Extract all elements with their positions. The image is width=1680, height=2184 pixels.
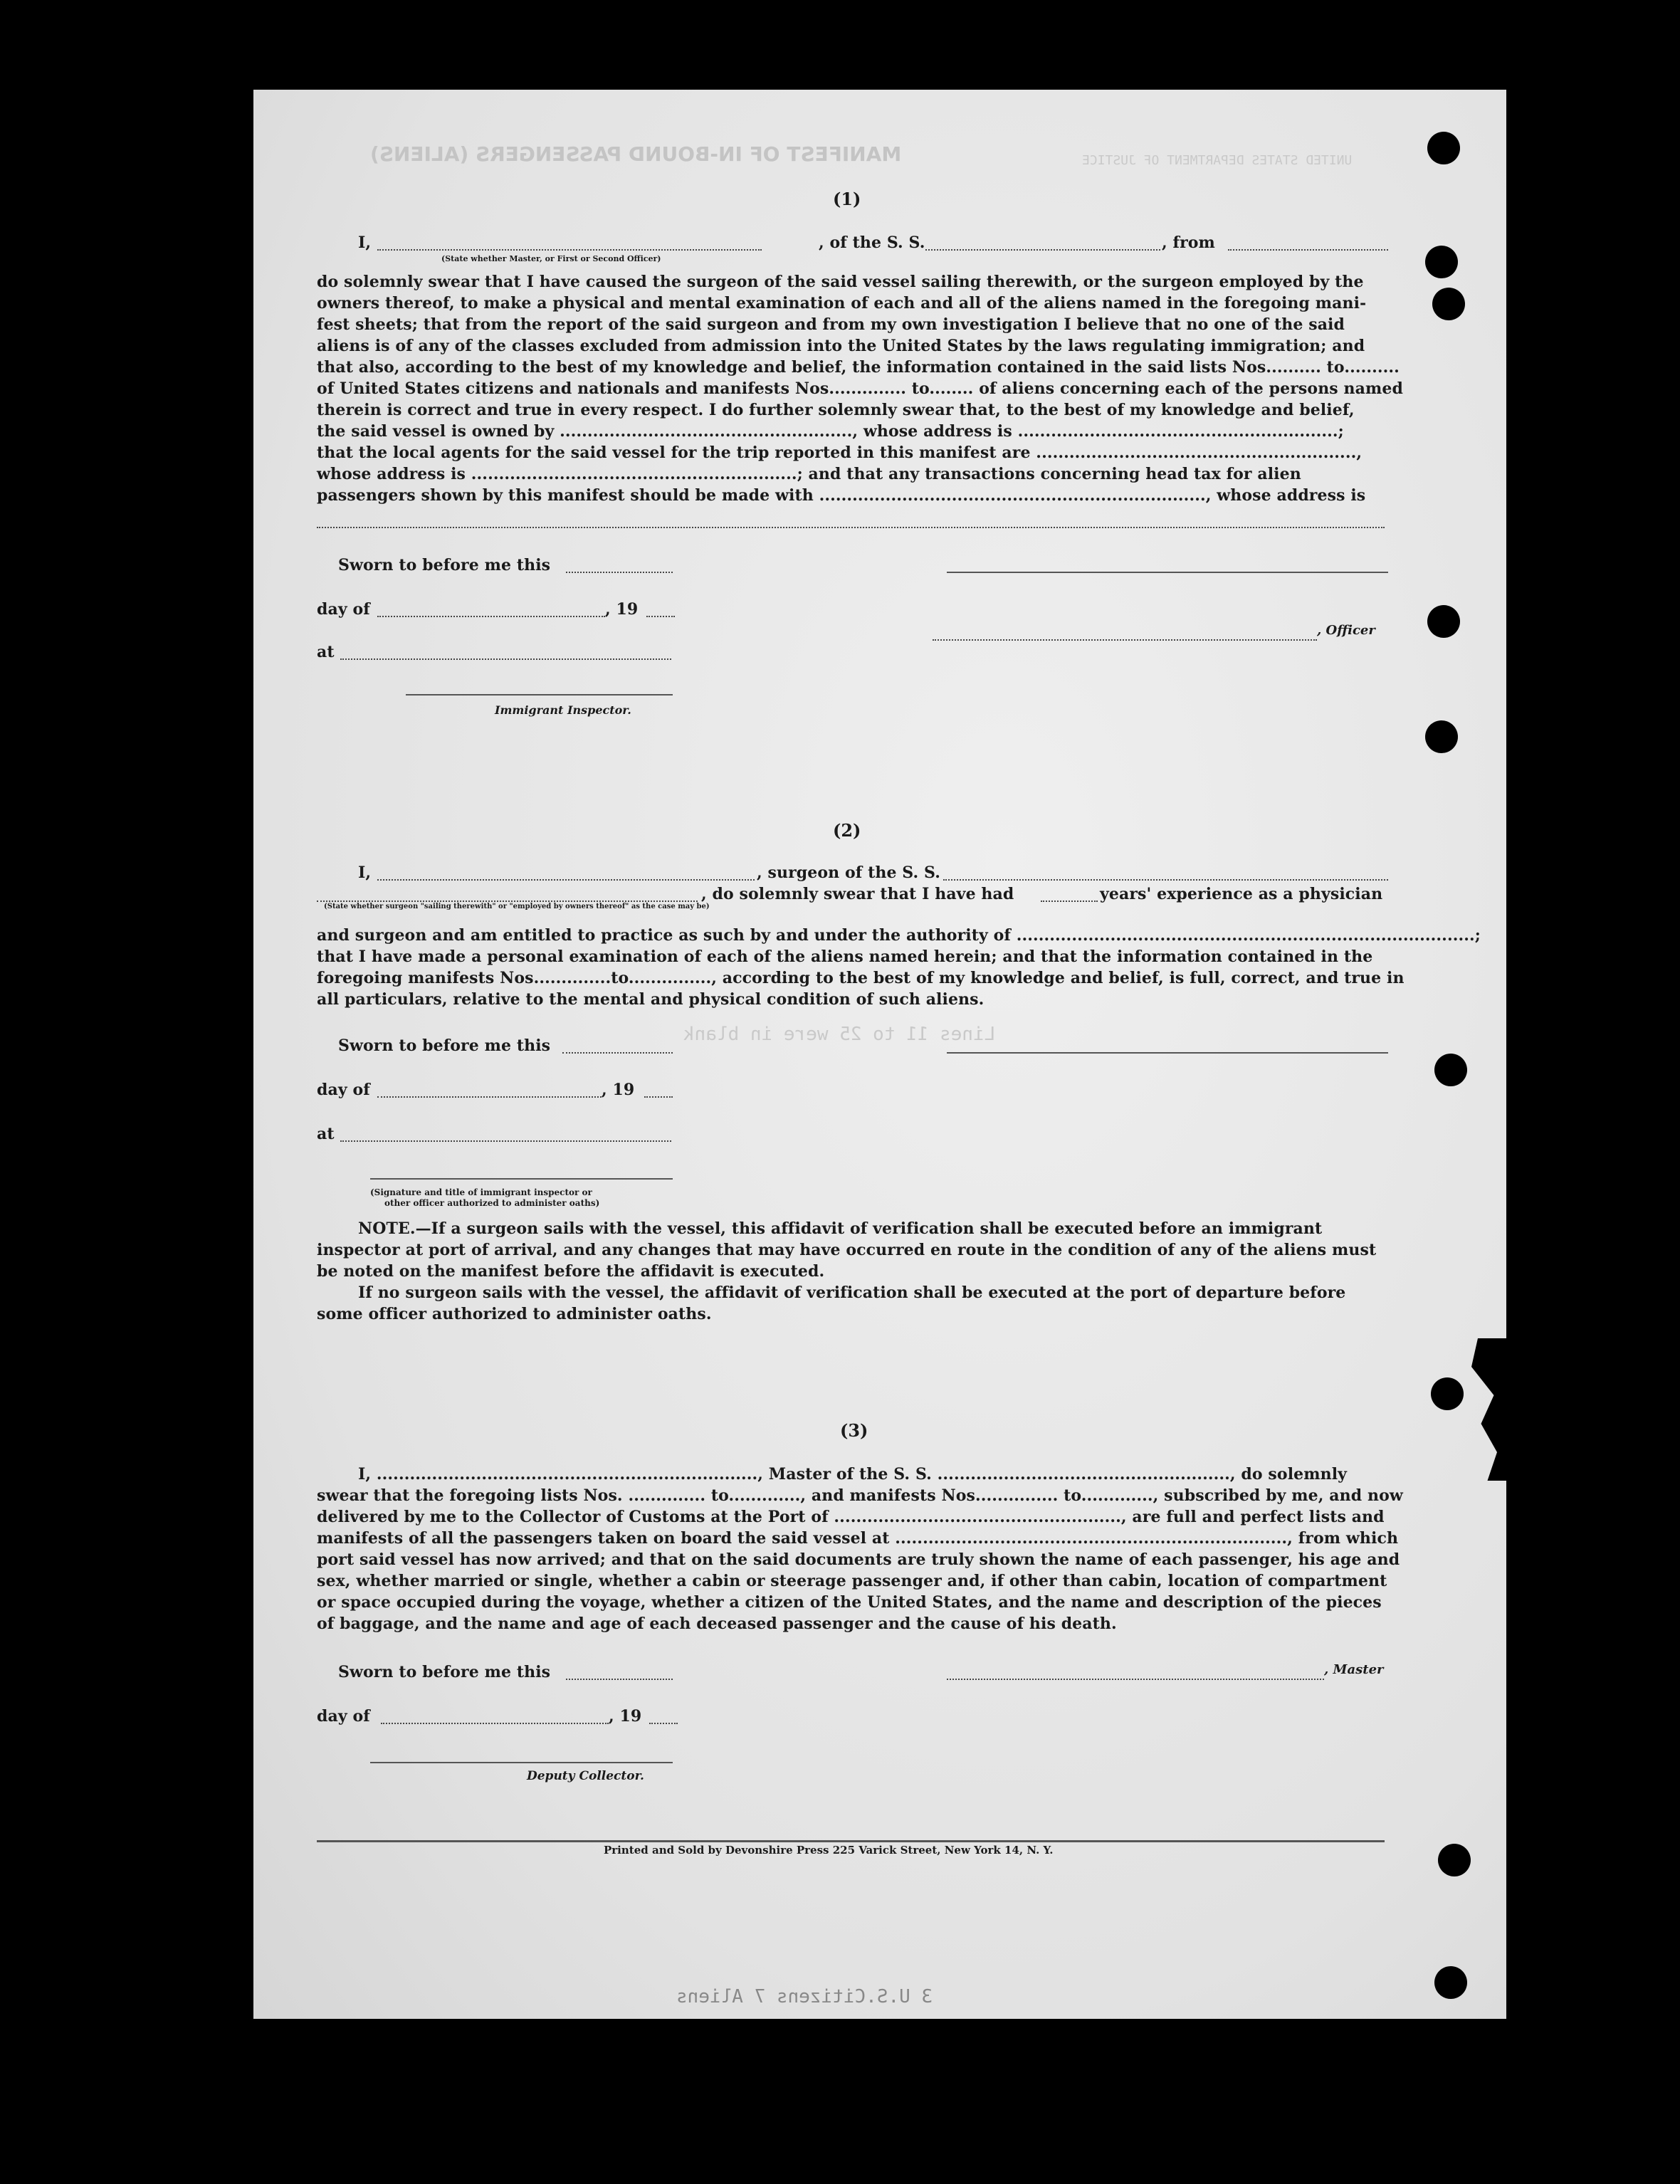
from-port-blank (1228, 249, 1388, 251)
signature-caption-1: (Signature and title of immigrant inspector or (370, 1187, 592, 1197)
year-label-2: , 19 (602, 1081, 635, 1099)
officer-signature-line (947, 572, 1388, 573)
section-2-i: I, (358, 863, 372, 882)
punch-hole (1438, 1844, 1471, 1876)
surgeon-status-blank (317, 901, 698, 902)
bleed-through-note: Lines 11 to 25 were in blank (683, 1024, 996, 1045)
sworn-blank-3 (566, 1679, 673, 1680)
surgeon-name-blank (377, 879, 755, 881)
punch-hole (1432, 288, 1465, 320)
section-3-line: of baggage, and the name and age of each deceased passenger and the cause of his death. (317, 1615, 1117, 1633)
inspector-signature-line-2 (370, 1178, 673, 1180)
of-ss-label: , of the S. S. (819, 233, 925, 252)
section-1-i: I, (358, 233, 372, 252)
year-blank-3 (649, 1723, 678, 1724)
surgeon-signature-line (947, 1052, 1388, 1054)
day-blank-2 (377, 1096, 602, 1098)
at-blank-1 (340, 658, 671, 660)
punch-hole (1425, 720, 1458, 753)
master-label: , Master (1324, 1662, 1384, 1677)
section-2-line: that I have made a personal examination of each of the aliens named herein; and that the information contained in the (317, 947, 1373, 966)
punch-hole (1434, 1966, 1467, 1999)
punch-hole (1434, 1054, 1467, 1086)
day-of-label-3: day of (317, 1707, 370, 1726)
sworn-blank-1 (566, 572, 673, 573)
at-blank-2 (340, 1140, 671, 1142)
section-1-line: owners thereof, to make a physical and mental examination of each and all of the aliens named in the foregoing mani- (317, 294, 1367, 313)
sworn-label-1: Sworn to before me this (338, 556, 551, 574)
section-3-line: swear that the foregoing lists Nos. .............. to............., and manifests Nos............... to............., subscribed by me, and now (317, 1486, 1403, 1505)
address-blank (317, 527, 1385, 528)
section-1-line: fest sheets; that from the report of the said surgeon and from my own investigation I believe that no one of the said (317, 315, 1345, 334)
bleed-through-title: MANIFEST OF IN-BOUND PASSENGERS (ALIENS) (370, 142, 902, 166)
section-1-line: the said vessel is owned by ....................................................., whose address is ..........................................................; (317, 422, 1344, 441)
officer-label: , Officer (1317, 623, 1375, 638)
immigrant-inspector-label: Immigrant Inspector. (495, 703, 631, 717)
punch-hole (1431, 1377, 1464, 1410)
section-3-line: sex, whether married or single, whether a cabin or steerage passenger and, if other than cabin, location of compartment (317, 1572, 1387, 1590)
section-2-heading: (2) (833, 820, 861, 841)
section-1-line: that also, according to the best of my knowledge and belief, the information contained in the said lists Nos.......... to.......... (317, 358, 1400, 377)
section-3-line: or space occupied during the voyage, whether a citizen of the United States, and the name and description of the pieces (317, 1593, 1382, 1612)
note-line: NOTE.—If a surgeon sails with the vessel, this affidavit of verification shall be executed before an immigrant (358, 1219, 1323, 1238)
section-1-line: aliens is of any of the classes excluded from admission into the United States by the laws regulating immigration; and (317, 337, 1365, 355)
at-label-1: at (317, 643, 335, 661)
note-line: If no surgeon sails with the vessel, the affidavit of verification shall be executed at the port of departure before (358, 1283, 1346, 1302)
signature-caption-2: other officer authorized to administer oaths) (384, 1198, 600, 1208)
printer-imprint: Printed and Sold by Devonshire Press 225 Varick Street, New York 14, N. Y. (604, 1844, 1054, 1857)
officer-rank-blank (377, 249, 762, 251)
year-label-3: , 19 (609, 1707, 642, 1726)
day-of-label-1: day of (317, 600, 370, 619)
section-1-line: therein is correct and true in every respect. I do further solemnly swear that, to the best of my knowledge and belief, (317, 401, 1355, 419)
day-of-label-2: day of (317, 1081, 370, 1099)
year-label-1: , 19 (605, 600, 639, 619)
section-3-line: I, ....................................................................., Master of the S. S. ....................................................., do solemnly (358, 1465, 1348, 1484)
sworn-blank-2 (562, 1052, 673, 1054)
deputy-collector-label: Deputy Collector. (527, 1769, 644, 1783)
note-line: some officer authorized to administer oaths. (317, 1305, 712, 1323)
section-3-line: manifests of all the passengers taken on board the said vessel at ......................................................................., from which (317, 1529, 1399, 1548)
bleed-through-dept: UNITED STATES DEPARTMENT OF JUSTICE (1082, 153, 1353, 168)
section-1-line: that the local agents for the said vessel for the trip reported in this manifest are .........................................................., (317, 443, 1363, 462)
section-1-line: of United States citizens and nationals and manifests Nos.............. to........ of aliens concerning each of the persons named (317, 379, 1403, 398)
year-blank-1 (646, 616, 675, 617)
rank-caption: (State whether Master, or First or Second Officer) (441, 254, 661, 263)
punch-hole (1427, 132, 1460, 164)
at-label-2: at (317, 1125, 335, 1143)
punch-hole (1425, 246, 1458, 278)
year-blank-2 (644, 1096, 673, 1098)
section-2-line: foregoing manifests Nos..............to..............., according to the best of my knowledge and belief, is full, correct, and true in (317, 969, 1405, 987)
section-1-line: whose address is ...........................................................; and that any transactions concerning head tax for alien (317, 465, 1301, 483)
section-3-heading: (3) (840, 1420, 868, 1441)
bleed-through-count: 3 U.S.Citizens 7 Aliens (676, 1986, 933, 2007)
day-blank-3 (381, 1723, 609, 1724)
section-1-heading: (1) (833, 189, 861, 209)
years-experience-label: years' experience as a physician (1100, 885, 1383, 903)
surgeon-of-label: , surgeon of the S. S. (757, 863, 940, 882)
surgeon-swear-label: , do solemnly swear that I have had (701, 885, 1014, 903)
note-line: be noted on the manifest before the affidavit is executed. (317, 1262, 825, 1281)
section-2-line: and surgeon and am entitled to practice as such by and under the authority of ...................................................................................; (317, 926, 1481, 945)
years-blank (1041, 901, 1098, 902)
surgeon-ship-blank (943, 879, 1388, 881)
master-signature-blank (947, 1679, 1324, 1680)
day-blank-1 (377, 616, 605, 617)
section-3-line: delivered by me to the Collector of Customs at the Port of ...................................................., are full and perfect lists and (317, 1508, 1385, 1526)
section-1-line: do solemnly swear that I have caused the surgeon of the said vessel sailing therewith, or the surgeon employed by the (317, 273, 1364, 291)
inspector-signature-line (406, 694, 673, 695)
collector-signature-line (370, 1762, 673, 1763)
ship-name-blank (925, 249, 1160, 251)
section-3-line: port said vessel has now arrived; and that on the said documents are truly shown the name of each passenger, his age and (317, 1550, 1400, 1569)
punch-hole (1427, 605, 1460, 638)
officer-blank (933, 639, 1317, 641)
footer-rule (317, 1840, 1385, 1842)
section-2-line: all particulars, relative to the mental and physical condition of such aliens. (317, 990, 985, 1009)
note-line: inspector at port of arrival, and any changes that may have occurred en route in the condition of any of the aliens must (317, 1241, 1377, 1259)
section-1-line: passengers shown by this manifest should be made with ......................................................................, whose address is (317, 486, 1366, 505)
from-label: , from (1162, 233, 1215, 252)
sworn-label-3: Sworn to before me this (338, 1663, 551, 1681)
surgeon-caption: (State whether surgeon "sailing therewith" or "employed by owners thereof" as the case may be) (324, 903, 710, 910)
sworn-label-2: Sworn to before me this (338, 1036, 551, 1055)
